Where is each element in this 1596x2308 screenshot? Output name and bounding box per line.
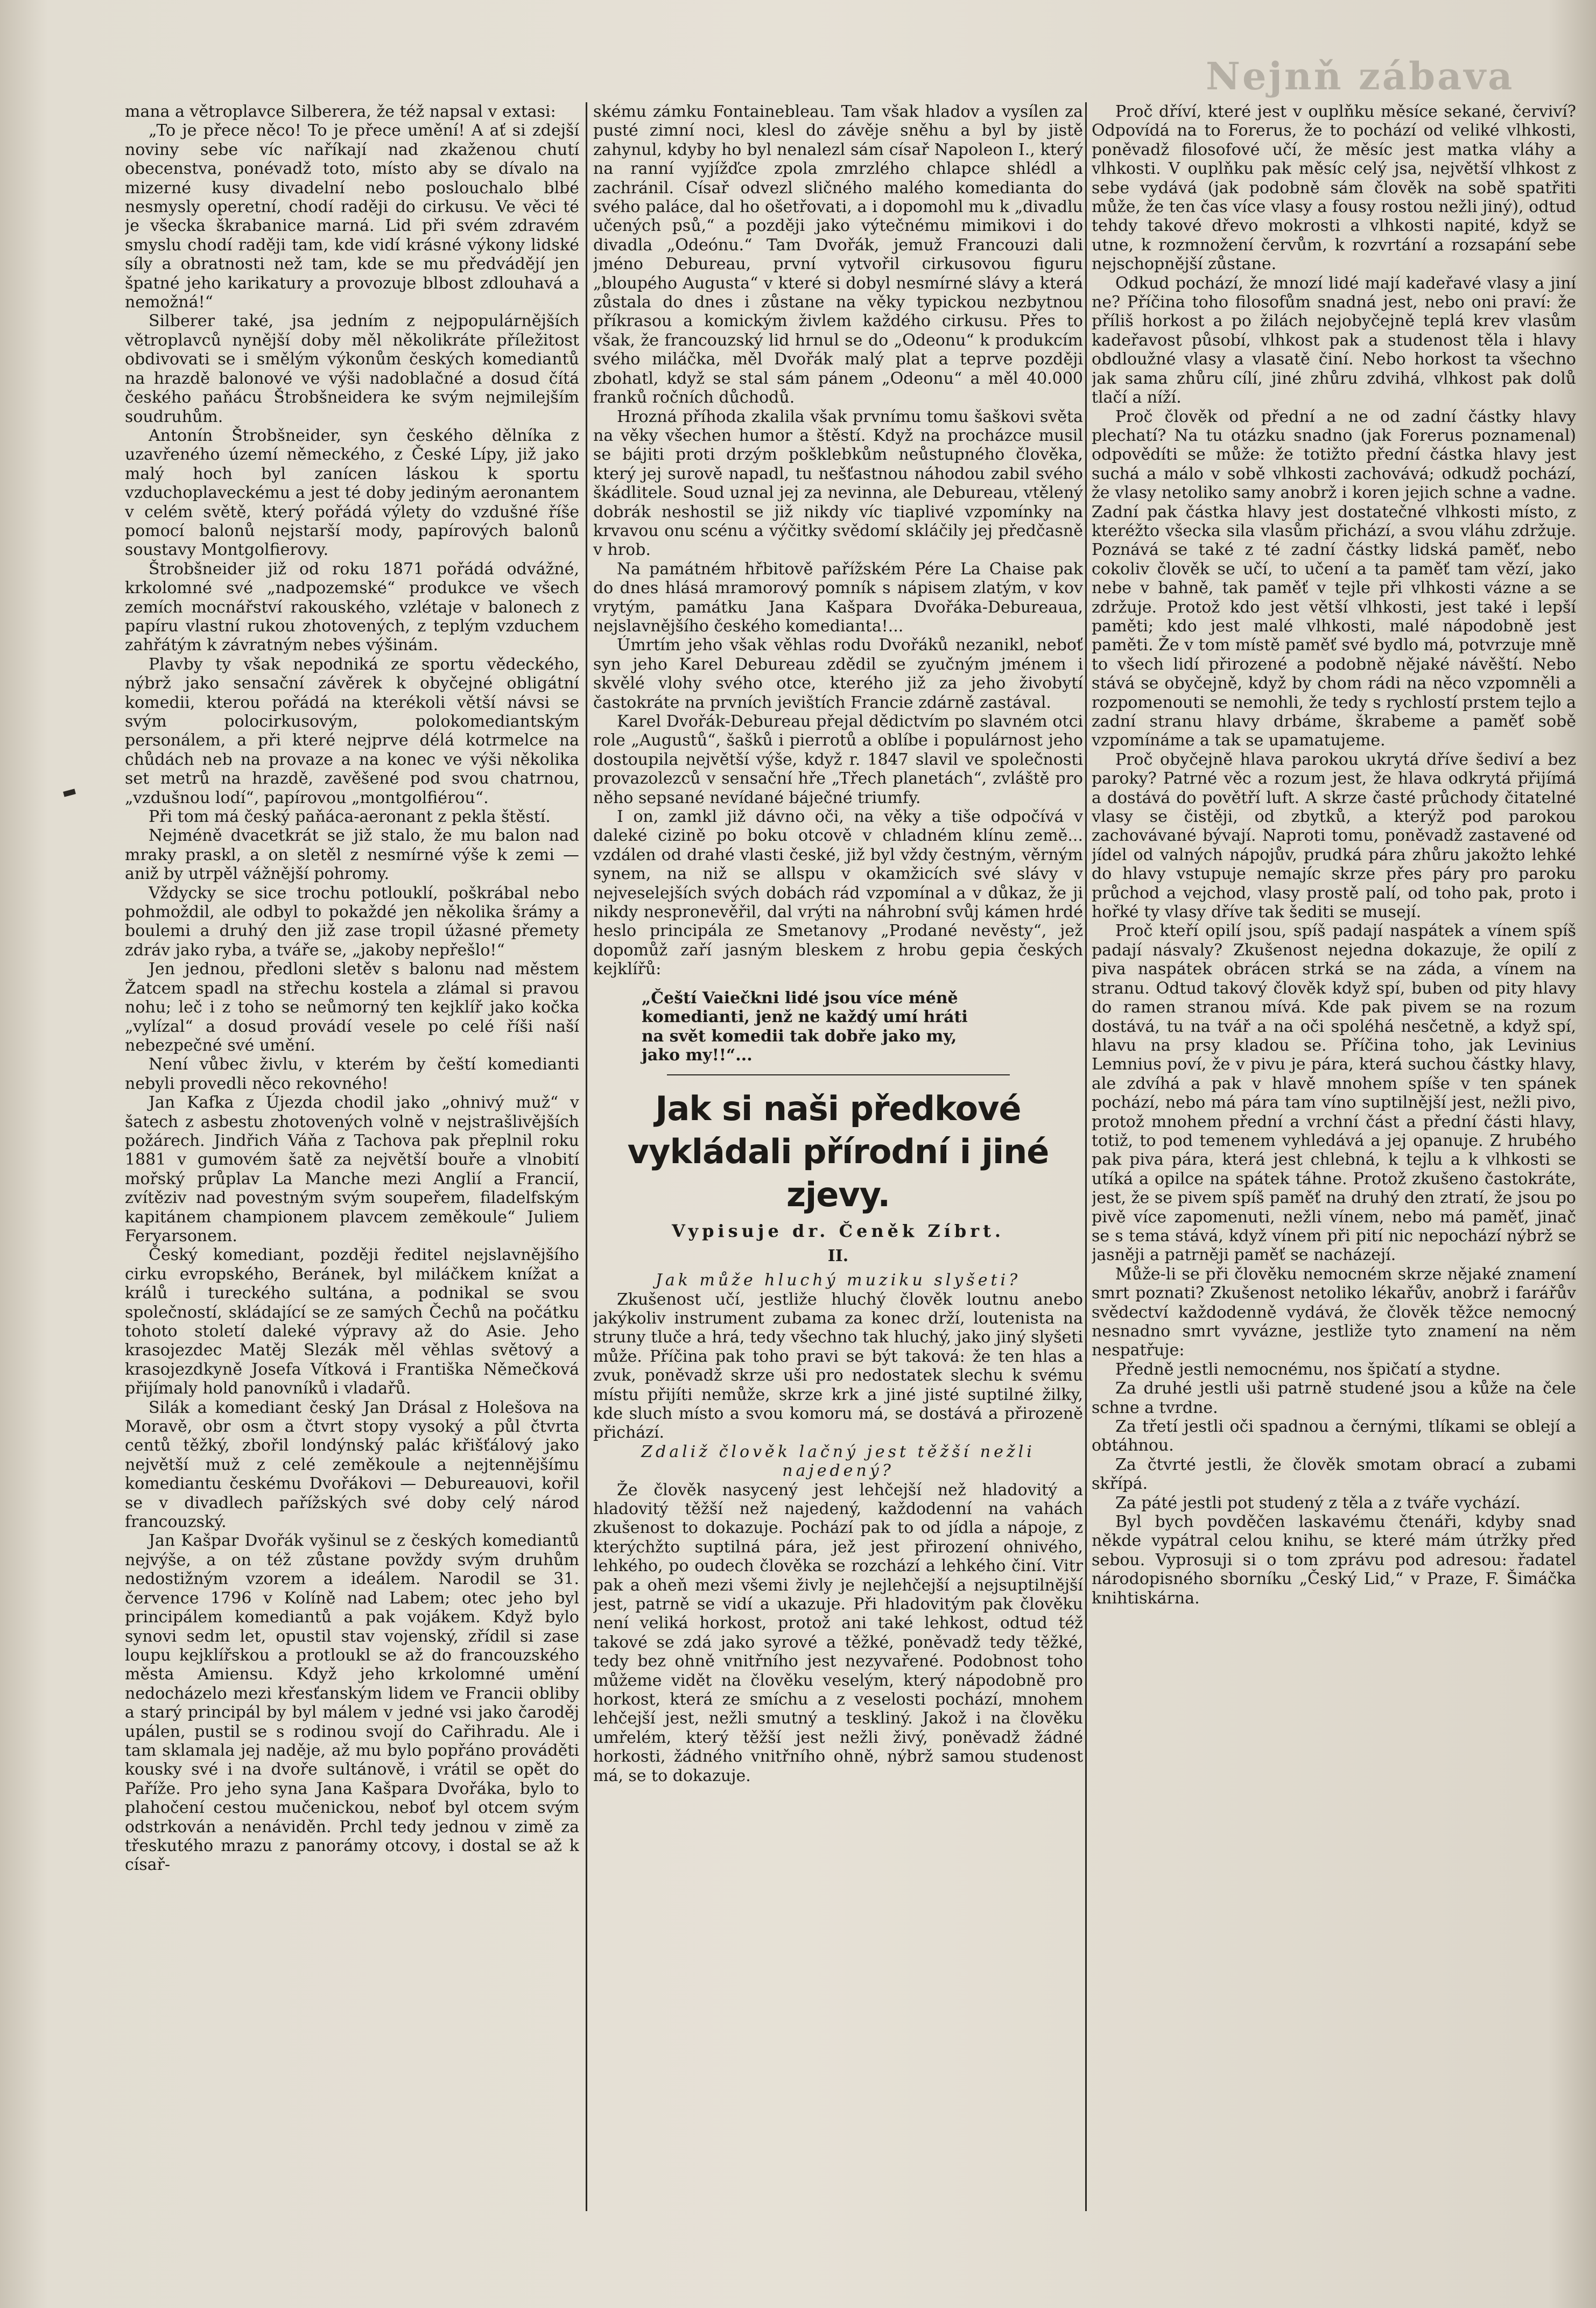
column-rule [586, 102, 587, 2211]
paragraph: mana a větroplavce Silberera, že též napsal v extasi: [125, 102, 556, 121]
column-rule [1085, 102, 1087, 2211]
paragraph: Silák a komediant český Jan Drásal z Holešova na Moravě, obr osm a čtvrt stopy vysoký a půl čtvrta centů těžký, zbořil londýnský palác křišťálový jako největší muž z celé zeměkoule a nejtennějšímu komediantu českému Dvořákovi — Debureauovi, kořil se v divadlech pařížských své doby celý národ francouzský. [125, 1398, 579, 1532]
article-byline: Vypisuje dr. Čeněk Zíbrt. [671, 1221, 1005, 1242]
paragraph: Proč člověk od přední a ne od zadní částky hlavy plechatí? Na tu otázku snadno (jak Forerus poznamenal) odpovědíti se může: že totižto přední částka hlavy jest suchá a málo v sobě vlhkosti zachovává; odkudž pochází, že vlasy netoliko samy anobrž i koren jejich schne a vadne. Zadní pak částka hlavy jest dostatečné vlhkosti místo, z kteréžto všecka sila vlasům přichází, a svou vláhu zdržuje. Poznává se také z té zadní částky lidská paměť, nebo cokoliv člověk se učí, to učení a ta paměť tam vězí, jako nebe v bahně, tak paměť v tejle při vlhkosti vázne a se zdržuje. Protož kdo jest větší vlhkosti, jest také i lepší paměti; kdo jest malé vlhkosti, malé nápodobně jest paměti. Že v tom místě paměť své bydlo má, potvrzuje mně to všech lidí přirozené a podobně nějaké návěští. Nebo stává se obyčejně, když by chom rádi na něco vzpomněli a rozpomenouti se nemohli, že tedy s rychlostí prstem tejlo a zadní stranu hlavy drbáme, škrabeme a paměť sobě vzpomínáme a tak se upamatujeme. [1092, 407, 1576, 750]
paragraph: Nejméně dvacetkrát se již stalo, že mu balon nad mraky praskl, a on sletěl z nesmírné výše k zemi — aniž by utrpěl vážnější pohromy. [125, 826, 579, 884]
paragraph: „To je přece něco! To je přece umění! A ať si zdejší noviny sebe víc naříkají nad zkaženou chutí obecenstva, ponévadž toto, místo aby se dívalo na mizerné kusy divadelní nebo poslouchalo blbé nesmysly operetní, chodí raději do cirkusu. Ve věci té je všecka škrabanice marná. Lid při svém zdravém smyslu chodí raději tam, kde vidí krásné výkony lidské síly a obratnosti než tam, kde se mu předvádějí jen špatné jeho karikatury a provozuje blbost zdlouhavá a nemožná!“ [125, 121, 579, 312]
paragraph: Vždycky se sice trochu potlouklí, poškrábal nebo pohmoždil, ale odbyl to pokaždé jen několika šrámy a boulemi a druhý den již zase tropil úžasné přemety zdráv jako ryba, a tváře se, „jakoby nepřešlo!“ [125, 883, 579, 960]
paragraph: skému zámku Fontainebleau. Tam však hladov a vysílen za pusté zimní noci, klesl do závěje sněhu a byl by jistě zahynul, kdyby ho byl nenalezl sám císař Napoleon I., který na ranní vyjížďce zpola zmrzlého chlapce shlédl a zachránil. Císař odvezl sličného malého komedianta do svého paláce, dal ho ošetřovati, a i dopomohl mu k „divadlu učených psů,“ a později jako výtečnému mimikovi i do divadla „Odeónu.“ Tam Dvořák, jemuž Francouzi dali jméno Debureau, první vytvořil cirkusovou figuru „bloupého Augusta“ v které si dobyl nesmírné slávy a která zůstala do dnes i zůstane na věky typickou nezbytnou příkrasou a komickým živlem každého cirkusu. Přes to však, že francouzský lid hrnul se do „Odeonu“ k produkcím svého miláčka, měl Dvořák malý plat a teprve později zbohatl, když se stal sám pánem „Odeonu“ a měl 40.000 franků ročních důchodů. [593, 102, 1083, 407]
paragraph: I on, zamkl již dávno oči, na věky a tiše odpočívá v daleké cizině po boku otcově v chladném klínu země... vzdálen od drahé vlasti české, již byl vždy čestným, věrným synem, na niž se allspu v okamžicích své slávy v nejveselejších svých dobách rád vzpomínal a v důkaz, že ji nikdy nespronevěřil, dal vrýti na náhrobní svůj kámen hrdé heslo principála ze Smetanovy „Prodané nevěsty“, jež dopomůž zaří jasným bleskem z hrobu gepia českých kejklířů: [593, 807, 1083, 979]
middle-column [593, 102, 1083, 2211]
list-item: Za čtvrté jestli, že člověk smotam obrací a zubami skřípá. [1092, 1455, 1576, 1494]
paragraph: Není vůbec živlu, v kterém by čeští komedianti nebyli provedli něco rekovného! [125, 1055, 579, 1093]
paragraph: Silberer také, jsa jedním z nejpopulárnějších větroplavců nynější doby měl několikráte příležitost obdivovati se i smělým výkonům českých komediantů na hrazdě balonové ve výši nadoblačné a dosud čítá českého paňácu Štrobšneidera ke svým nejmilejším soudruhům. [125, 312, 579, 426]
paragraph: Český komediant, později ředitel nejslavnějšího cirku evropského, Beránek, byl miláčkem knížat a králů i tureckého sultána, a podnikal se svou společností, skládající se ze samých Čechů na počátku tohoto století daleké výpravy až do Asie. Jeho krasojezdec Matěj Slezák měl věhlas světový a krasojezdkyně Josefa Vítková i Františka Němečková přijímaly hold panovníků i vladařů. [125, 1246, 579, 1398]
paragraph: Jan Kafka z Újezda chodil jako „ohnivý muž“ v šatech z asbestu zhotovených volně v nejstrašlivějších požárech. Jindřich Váňa z Tachova pak přeplnil roku 1881 v gumovém šatě za největší bouře a vlnobití mořský průplav La Manche mezi Anglií a Francií, zvítěziv nad povestným svým soupeřem, filadelfským kapitánem championem plavcem zeměkoule“ Juliem Feryarsonem. [125, 1093, 579, 1246]
paragraph: Na památném hřbitově pařížském Pére La Chaise pak do dnes hlásá mramorový pomník s nápisem zlatým, v kov vrytým, památku Jana Kašpara Dvořáka-Debureaua, nejslavnějšího českého komedianta!... [593, 559, 1083, 636]
left-column [125, 102, 579, 2211]
article-headline: Jak si naši předkové vykládali přírodní i jiné zjevy. [627, 1089, 1049, 1215]
paragraph: Zkušenost učí, jestliže hluchý člověk loutnu anebo jakýkoliv instrument zubama za konec drží, loutenista na struny tluče a hrá, tedy všechno tak hluchý, jako jiný slyšeti může. Příčina pak toho pravi se být taková: že ten hlas a zvuk, poněvadž skrze uši pro nedostatek slechu k svému místu přijíti nemůže, skrze krk a jiné jisté suptilné žilky, kde sluch místo a svou komoru má, se dostává a přirozeně přichází. [593, 1290, 1083, 1442]
paragraph: Plavby ty však nepodniká ze sportu vědeckého, nýbrž jako sensační závěrek k obyčejné obligátní komedii, kterou pořádá na kterékoli větší návsi se svým polocirkusovým, polokomediantským personálem, a při které nejprve délá kotrmelce na chůdách neb na provaze a na konec ve výši několika set metrů na hrazdě, zavěšené pod svou chatrnou, „vzdušnou lodí“, papírovou „montgolfiérou“. [125, 655, 579, 807]
list-item: Za třetí jestli oči spadnou a černými, tlíkami se oblejí a obtáhnou. [1092, 1417, 1576, 1455]
question-heading: Jak může hluchý muziku slyšeti? [655, 1271, 1021, 1290]
margin-mark [63, 789, 76, 797]
paragraph: Proč dříví, které jest v ouplňku měsíce sekané, červiví? Odpovídá na to Forerus, že to pochází od veliké vlhkosti, poněvadž filosofové učí, že měsíc jest matka vláhy a vlhkosti. V ouplňku pak měsíc celý jsa, největší vlhkost z sebe vydává (jak podobně sám člověk na sobě spatřiti může, že ten čas více vlasy a fousy rostou nežli jiný), odtud tehdy takové dřevo mokrosti a vlhkosti napité, když se utne, k rozmnožení červům, k rozvrtání a rozsapání sebe nejschopnější zůstane. [1092, 102, 1576, 274]
paragraph: Úmrtím jeho však věhlas rodu Dvořáků nezanikl, neboť syn jeho Karel Debureau zdědil se zyučným jménem i skvělé vlohy svého otce, kterého již za jeho živobytí častokráte na prvních jevištích Francie zdárně zastával. [593, 636, 1083, 712]
paragraph: Proč obyčejně hlava parokou ukrytá dříve šediví a bez paroky? Patrné věc a rozum jest, že hlava odkrytá přijímá a dostává do povětří luft. A skrze časté průchody čitatelné vlasy se čistěji, od zbytků, a kterýž pod parokou zachovávané bývají. Naproti tomu, poněvadž zastavené od jídel od valných nápojův, prudká pára zhůru jakožto lehké do hlavy vstupuje nemajíc skrze přes páry pro paroku průchod a vejchod, vlasy prostě palí, od toho pak, proto i hořké ty vlasy dříve tak šediti se musejí. [1092, 750, 1576, 922]
paragraph: Proč kteří opilí jsou, spíš padají naspátek a vínem spíš padají násvaly? Zkušenost nejedna dokazuje, že opilí z piva naspátek obrácen strká se na záda, a vínem na stranu. Odtud takový člověk když spí, buben od pity hlavy do ramen stranou mívá. Kde pak pivem se na rozum dostává, tu na tvář a na oči spoléhá nesčetně, a když spí, hlavu na prsy kladou se. Příčina toho, jak Levinius Lemnius poví, že v pivu je pára, která suchou částky hlavy, ale zdvíhá a pak v hlavě mnohem spíše v ten spánek pochází, nebo má pára tam víno suptilnější jest, nežli pivo, protož mnohem přední a vrchní část a přední části hlavy, totiž, to pod temenem vyhledává a jej opanuje. Z hrubého pak piva pára, která jest chlebná, k tejlu a k vlhkosti se utíká a opilce na spátek táhne. Protož zkušeno častokráte, jest, že se pivem spíš paměť na druhý den ztratí, že jsou po pivě více zapomenuti, nežli vínem, nebo má paměť, jinač se s tema stává, když vínem při pití nic nepochází nýbrž se jasněji a patrněji paměť se nacházejí. [1092, 921, 1576, 1265]
paragraph: Jan Kašpar Dvořák vyšinul se z českých komediantů nejvýše, a on též zůstane povždy svým druhům nedostižným vzorem a ideálem. Narodil se 31. července 1796 v Kolíně nad Labem; otec jeho byl principálem komediantů a pak vojákem. Když bylo synovi sedm let, opustil stav vojenský, zřídil si zase loupu kejklířskou a protloukl se až do francouzského města Amiensu. Když jeho krkolomné umění nedocházelo mezi křesťanským lidem ve Francii obliby a starý principál by byl málem v jedné vsi jako čaroděj upálen, pustil se s rodinou svojí do Cařihradu. Ale i tam sklamala jej naděje, až mu bylo popřáno prováděti kousky své i na dvoře sultánově, i vrátil se opět do Paříže. Pro jeho syna Jana Kašpara Dvořáka, bylo to plahočení cestou mučenickou, neboť byl otcem svým odstrkován a nenáviděn. Prchl tedy jednou v zimě za třeskutého mrazu z panorámy otcovy, i dostal se až k císař- [125, 1531, 579, 1875]
section-number: II. [827, 1246, 849, 1265]
paragraph: Byl bych povděčen laskavému čtenáři, kdyby snad někde vypátral celou knihu, se které mám útržky před sebou. Vyprosuji si o tom zprávu pod adresou: řadatel národopisného sborníku „Český Lid,“ v Praze, F. Šimáčka knihtiskárna. [1092, 1512, 1576, 1608]
list-item: Za druhé jestli uši patrně studené jsou a kůže na čele schne a tvrdne. [1092, 1379, 1576, 1417]
paragraph: Že člověk nasycený jest lehčejší než hladovitý a hladovitý těžší než najedený, každodenní na vahách zkušenost to dokazuje. Pochází pak to od jídla a nápoje, z kterýchžto suptilná pára, jež jest přirození ohnivého, lehkého, po oudech člověka se rozchází a lehkého činí. Vitr pak a oheň mezi všemi živly je nejlehčejší a nejsuptilnější jest, patrně se vidí a ukazuje. Při hladovitým pak člověku není veliká horkost, protož ani také lehkost, odtud též takové se zdá jako syrové a těžké, poněvadž tedy těžké, tedy bez ohně vnitřního jest nezyvařené. Podobnost toho můžeme vidět na člověku veselým, který nápodobně pro horkost, která ze smíchu a z veselosti pochází, mnohem lehčejší jest, nežli smutný a teskliný. Jakož i na člověku umřelém, který těžší jest nežli živý, poněvadž žádné horkosti, žádného vnitřního ohně, nýbrž samou studenost má, se to dokazuje. [593, 1480, 1083, 1785]
paragraph: Hrozná příhoda zkalila však prvnímu tomu šaškovi světa na věky všechen humor a štěstí. Když na procházce musil se bájiti proti drzým pošklebkům neůstupného člověka, který jej surově napadl, tu nešťastnou náhodou zabil svého škádlitele. Soud uznal jej za nevinna, ale Debureau, vtělený dobrák neshostil se již nikdy víc tiaplivé vzpomínky na krvavou onu scénu a výčitky svědomí skláčily jej předčasně v hrob. [593, 407, 1083, 560]
paragraph: Odkud pochází, že mnozí lidé mají kadeřavé vlasy a jiní ne? Příčina toho filosofům snadná jest, nebo oni praví: že příliš horkost a po žilách nejobyčejně teplá krev vlasům kadeřavost působí, vlhkost pak a studenost těla i hlavy obdloužné vlasy a vlasatě činí. Nebo horkost ta všechno jak sama zhůru cílí, jiné zhůru zdvihá, vlhkost pak dolů tlačí a níží. [1092, 273, 1576, 407]
paragraph: Antonín Štrobšneider, syn českého dělníka z uzavřeného území německého, z České Lípy, již jako malý hoch byl zanícen láskou k sportu vzduchoplaveckému a jest té doby jediným aeronantem v celém světě, který pořádá výlety do vzdušné říše pomocí balonů nejstarší mody, papírových balonů soustavy Montgolfierovy. [125, 426, 579, 560]
question-heading: Zdaliž člověk lačný jest těžší nežli najedený? [641, 1442, 1035, 1481]
paragraph: Karel Dvořák-Debureau přejal dědictvím po slavném otci role „Augustů“, šašků i pierrotů a oblíbe i populárnost jeho dostoupila největší výše, když r. 1847 slavil ve společnosti provazolezců v sensační hře „Třech planetách“, zvláště pro něho sepsané nevídané báječné triumfy. [593, 712, 1083, 807]
paragraph: Může-li se při člověku nemocném skrze nějaké znamení smrt poznati? Zkušenost netoliko lékařův, anobrž i farářův svědectví každodenně vydává, že člověk těžce nemocný nesnadno smrt vyvázne, jestliže tyto znamení na něm nespatřuje: [1092, 1264, 1576, 1360]
list-item: Předně jestli nemocnému, nos špičatí a stydne. [1115, 1360, 1501, 1379]
paragraph: Jen jednou, předloni sletěv s balonu nad městem Žatcem spadl na střechu kostela a zlámal si pravou nohu; leč i z toho se neůmorný ten kejklíř jako kočka „vylízal“ a dosud provádí vesele po celé říši naší nebezpečné své umění. [125, 960, 579, 1055]
list-item: Za páté jestli pot studený z těla a z tváře vychází. [1115, 1493, 1521, 1512]
paragraph: Štrobšneider již od roku 1871 pořádá odvážné, krkolomné své „nadpozemské“ produkce ve všech zemích mocnářství rakouského, vzlétaje v balonech z papíru vlastní rukou zhotovených, z teplým vzduchem zahřátým k závratným nebes výšinám. [125, 559, 579, 655]
paragraph: Při tom má český paňáca-aeronant z pekla štěstí. [149, 807, 551, 827]
motto-quote: „Čeští Vaiečkni lidé jsou více méně komedianti, jenž ne každý umí hráti na svět komedii tak dobře jako my, jako my!!“... [642, 988, 968, 1065]
masthead: Nejnň zábava [1206, 54, 1515, 98]
section-divider [667, 1074, 1010, 1075]
right-column [1092, 102, 1576, 2211]
